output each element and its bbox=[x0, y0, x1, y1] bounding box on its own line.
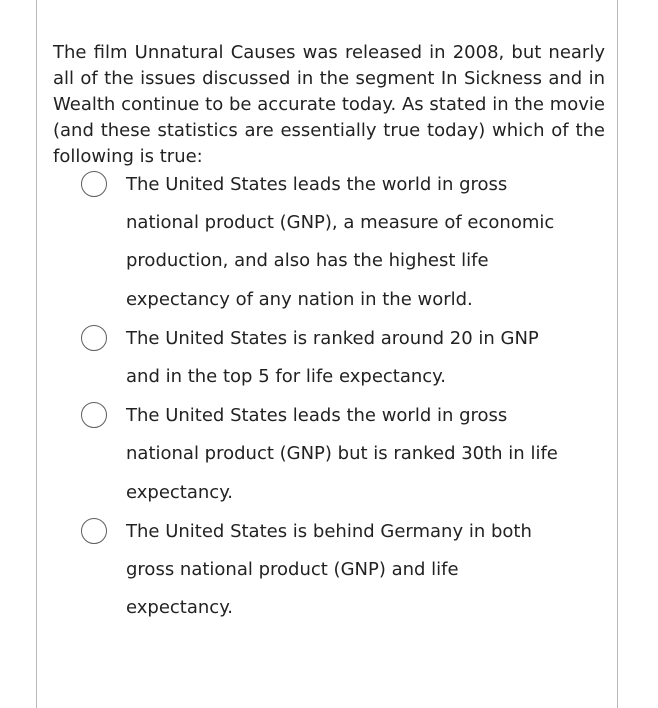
answer-option-1[interactable] bbox=[81, 165, 571, 319]
radio-unselected-icon[interactable] bbox=[81, 518, 107, 544]
question-card bbox=[36, 0, 618, 708]
answer-option-label: The United States is behind Germany in both gross national product (GNP) and life expectancy. bbox=[126, 520, 532, 619]
answer-option-label: The United States leads the world in gross national product (GNP), a measure of economic production, and also has the highest life expectancy of any nation in the world. bbox=[126, 174, 555, 310]
answer-option-4[interactable] bbox=[81, 512, 571, 628]
answer-option-3[interactable] bbox=[81, 396, 571, 512]
radio-unselected-icon[interactable] bbox=[81, 171, 107, 197]
answer-option-label: The United States is ranked around 20 in GNP and in the top 5 for life expectancy. bbox=[126, 327, 539, 388]
radio-unselected-icon[interactable] bbox=[81, 402, 107, 428]
answer-option-2[interactable] bbox=[81, 319, 571, 396]
question-text: The film Unnatural Causes was released in 2008, but nearly all of the issues discussed in the segment In Sickness and in Wealth continue to be accurate today. As stated in the movie (and these statistics are essentially true today) which of the following is true: bbox=[53, 42, 605, 167]
answer-options bbox=[81, 165, 571, 627]
answer-option-label: The United States leads the world in gross national product (GNP) but is ranked 30th in life expectancy. bbox=[126, 405, 558, 503]
radio-unselected-icon[interactable] bbox=[81, 325, 107, 351]
